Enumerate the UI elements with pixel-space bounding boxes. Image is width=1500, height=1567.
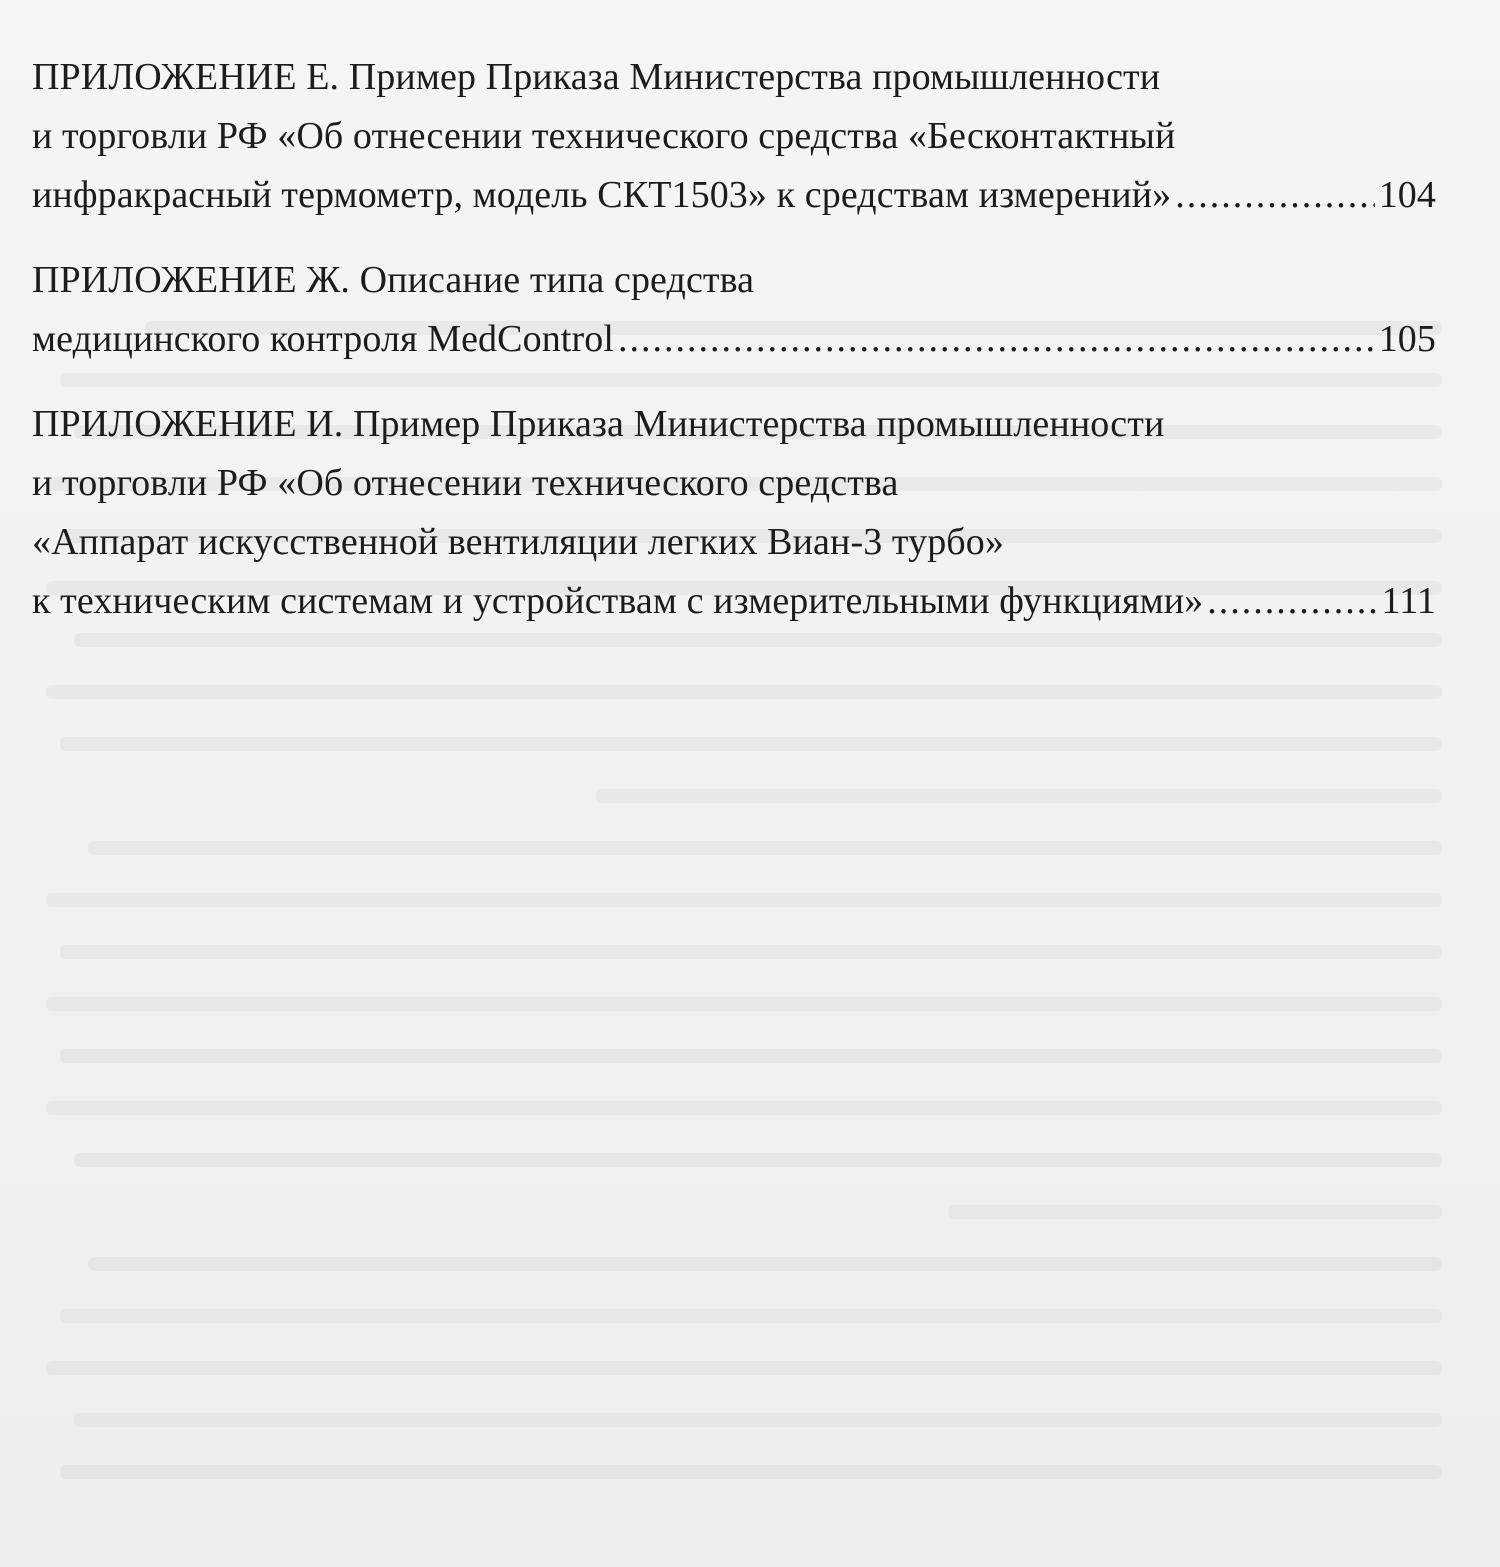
toc-entry-line: медицинского контроля MedControl [32, 318, 614, 360]
table-of-contents [32, 48, 1436, 657]
toc-entry-final-line [32, 572, 1436, 631]
dot-leader [618, 310, 1375, 369]
toc-entry-appendix-e[interactable] [32, 48, 1436, 225]
toc-entry-final-line [32, 310, 1436, 369]
toc-entry-line: ПРИЛОЖЕНИЕ И. Пример Приказа Министерства промышленности [32, 403, 1165, 445]
toc-entry-line: и торговли РФ «Об отнесении технического средства «Бесконтактный [32, 115, 1176, 157]
toc-entry-line: и торговли РФ «Об отнесении технического средства [32, 462, 899, 504]
toc-entry-line: «Аппарат искусственной вентиляции легких Виан-3 турбо» [32, 521, 1004, 563]
toc-entry-line: ПРИЛОЖЕНИЕ Е. Пример Приказа Министерства промышленности [32, 56, 1161, 98]
toc-page-number: 111 [1381, 580, 1436, 622]
dot-leader [1207, 572, 1377, 631]
toc-entry-line: ПРИЛОЖЕНИЕ Ж. Описание типа средства [32, 259, 755, 301]
toc-entry-appendix-zh[interactable] [32, 251, 1436, 369]
dot-leader [1175, 166, 1374, 225]
toc-page-number: 104 [1378, 174, 1436, 216]
toc-entry-final-line [32, 166, 1436, 225]
toc-entry-line: к техническим системам и устройствам с измерительными функциями» [32, 580, 1204, 622]
toc-entry-appendix-i[interactable] [32, 395, 1436, 631]
toc-entry-line: инфракрасный термометр, модель СКТ1503» к средствам измерений» [32, 174, 1172, 216]
toc-page-number: 105 [1378, 318, 1436, 360]
